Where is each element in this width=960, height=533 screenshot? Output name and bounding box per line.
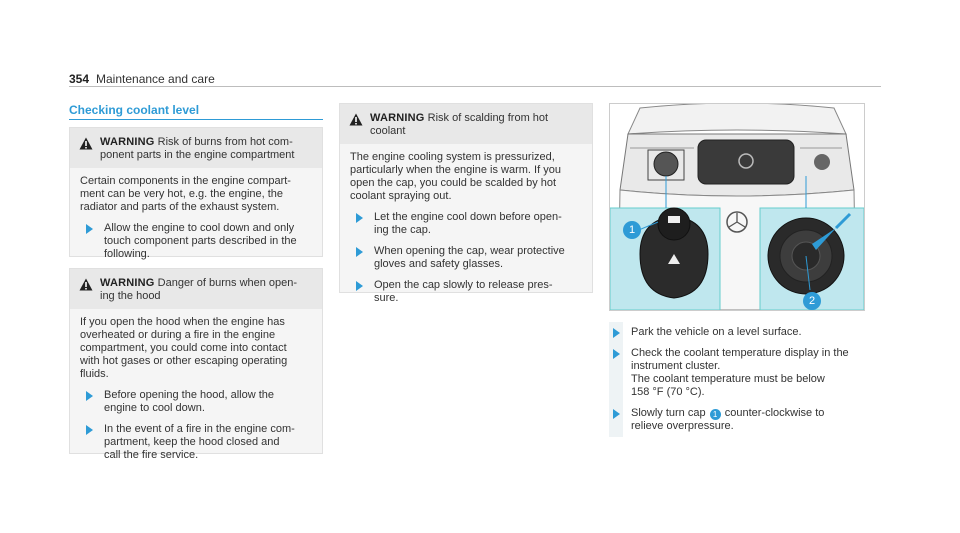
- cap-callout-1: 1: [710, 409, 721, 420]
- running-title: Maintenance and care: [96, 72, 215, 86]
- step-arrow-icon: [356, 281, 363, 291]
- warning-step: In the event of a fire in the engine com- partment, keep the hood closed and call the fire service.: [82, 423, 312, 462]
- header-rule: [69, 86, 881, 87]
- warning-heading: Risk of scalding from hot coolant: [370, 112, 549, 137]
- warning-box-burns-components: [69, 127, 323, 260]
- warning-header: [70, 128, 322, 168]
- step-arrow-icon: [613, 349, 620, 359]
- warning-step: Before opening the hood, allow the engine to cool down.: [82, 389, 312, 415]
- warning-header: [70, 269, 322, 309]
- warning-body-text: Certain components in the engine compart- ment can be very hot, e.g. the engine, the radiator and parts of the exhaust system.: [80, 175, 291, 213]
- warning-keyword: WARNING: [100, 277, 155, 289]
- engine-coolant-figure: [609, 103, 865, 311]
- warning-step: Allow the engine to cool down and only touch component parts described in the following.: [82, 222, 312, 261]
- warning-keyword: WARNING: [370, 112, 425, 124]
- step-arrow-icon: [86, 391, 93, 401]
- warning-heading: Danger of burns when open- ing the hood: [100, 277, 298, 302]
- page-number: 354: [69, 72, 90, 86]
- instruction-step-1: Park the vehicle on a level surface.: [609, 326, 879, 339]
- step-arrow-icon: [356, 247, 363, 257]
- warning-header: [340, 104, 592, 144]
- warning-step: When opening the cap, wear protective gloves and safety glasses.: [352, 245, 582, 271]
- warning-triangle-icon: [349, 113, 363, 126]
- warning-box-burns-hood: [69, 268, 323, 461]
- section-title: Checking coolant level: [69, 103, 200, 117]
- step-arrow-icon: [613, 409, 620, 419]
- warning-body-text: The engine cooling system is pressurized, particularly when the engine is warm. If you open the cap, you could be scalded by hot coolant spraying out.: [350, 151, 561, 202]
- warning-body-text: If you open the hood when the engine has overheated or during a fire in the engine compartment, you could come into contact with hot gases or other escaping operating fluids.: [80, 316, 288, 380]
- warning-box-scalding: [339, 103, 593, 304]
- figure-callout-1: 1: [622, 219, 642, 239]
- step-arrow-icon: [86, 425, 93, 435]
- warning-step: Let the engine cool down before open- ing the cap.: [352, 211, 582, 237]
- engine-bay-illustration: [610, 104, 864, 310]
- step-arrow-icon: [356, 213, 363, 223]
- section-title-rule: [69, 119, 323, 120]
- step-arrow-icon: [86, 224, 93, 234]
- instruction-step-2: Check the coolant temperature display in the instrument cluster. The coolant temperature must be below 158 °F (70 °C).: [609, 347, 879, 399]
- figure-callout-2: 2: [802, 290, 822, 310]
- step-arrow-icon: [613, 328, 620, 338]
- warning-step: Open the cap slowly to release pres- sure.: [352, 279, 582, 305]
- instruction-step-3: Slowly turn cap 1 counter-clockwise to relieve overpressure.: [609, 407, 879, 433]
- warning-triangle-icon: [79, 137, 93, 150]
- warning-heading: Risk of burns from hot com- ponent parts in the engine compartment: [100, 136, 295, 161]
- warning-triangle-icon: [79, 278, 93, 291]
- warning-keyword: WARNING: [100, 136, 155, 148]
